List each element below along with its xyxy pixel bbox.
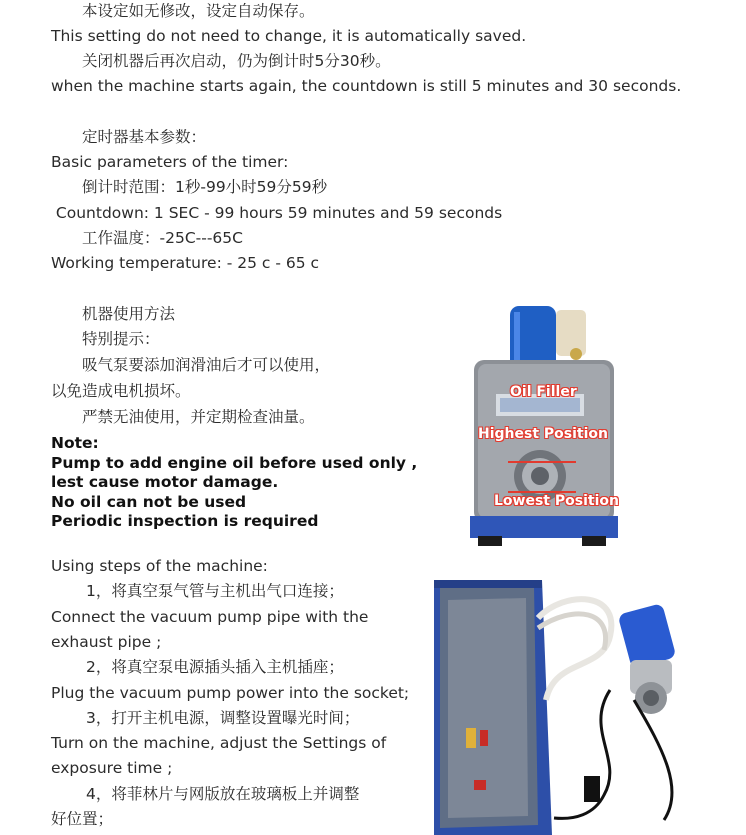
timer-en-range: Countdown: 1 SEC - 99 hours 59 minutes and 59 seconds <box>51 204 503 222</box>
step-2-cn: 2，将真空泵电源插头插入主机插座； <box>86 658 344 676</box>
note-heading: Note: <box>51 434 99 452</box>
intro-cn-1: 本设定如无修改，设定自动保存。 <box>82 2 315 20</box>
note-line-3: No oil can not be used <box>51 493 247 511</box>
label-oil-filler: Oil Filler <box>510 384 577 400</box>
usage-cn-tip: 特别提示： <box>82 330 160 348</box>
step-1-cn: 1，将真空泵气管与主机出气口连接； <box>86 582 344 600</box>
note-line-2: lest cause motor damage. <box>51 473 279 491</box>
machine-illustration <box>434 580 696 835</box>
note-line-4: Periodic inspection is required <box>51 512 319 530</box>
usage-cn-title: 机器使用方法 <box>82 305 176 323</box>
machine-with-pump-photo <box>434 580 696 835</box>
step-2-en: Plug the vacuum pump power into the socket; <box>51 684 410 702</box>
step-3-en-b: exposure time ; <box>51 759 173 777</box>
step-3-en-a: Turn on the machine, adjust the Settings of <box>51 734 387 752</box>
step-1-en-a: Connect the vacuum pump pipe with the <box>51 608 369 626</box>
timer-en-title: Basic parameters of the timer: <box>51 153 289 171</box>
usage-cn-line3: 严禁无油使用，并定期检查油量。 <box>82 408 315 426</box>
step-4-cn-b: 好位置； <box>51 810 114 828</box>
intro-en-1: This setting do not need to change, it is automatically saved. <box>51 27 527 45</box>
timer-cn-range: 倒计时范围：1秒-99小时59分59秒 <box>82 178 328 196</box>
usage-cn-line1: 吸气泵要添加润滑油后才可以使用， <box>82 356 331 374</box>
vacuum-pump-illustration <box>464 298 620 548</box>
label-lowest-position: Lowest Position <box>494 493 619 509</box>
intro-en-2: when the machine starts again, the countdown is still 5 minutes and 30 seconds. <box>51 77 682 95</box>
timer-en-temp: Working temperature: - 25 c - 65 c <box>51 254 320 272</box>
step-4-cn: 4，将菲林片与网版放在玻璃板上并调整 <box>86 785 360 803</box>
vacuum-pump-photo <box>464 298 620 548</box>
label-highest-position: Highest Position <box>478 426 608 442</box>
timer-cn-temp: 工作温度：-25C---65C <box>82 229 243 247</box>
steps-title: Using steps of the machine: <box>51 557 268 575</box>
note-line-1: Pump to add engine oil before used only , <box>51 454 418 472</box>
step-3-cn: 3，打开主机电源，调整设置曝光时间； <box>86 709 360 727</box>
timer-cn-title: 定时器基本参数： <box>82 128 207 146</box>
step-1-en-b: exhaust pipe ; <box>51 633 162 651</box>
usage-cn-line2: 以免造成电机损坏。 <box>51 382 191 400</box>
intro-cn-2: 关闭机器后再次启动，仍为倒计时5分30秒。 <box>82 52 391 70</box>
